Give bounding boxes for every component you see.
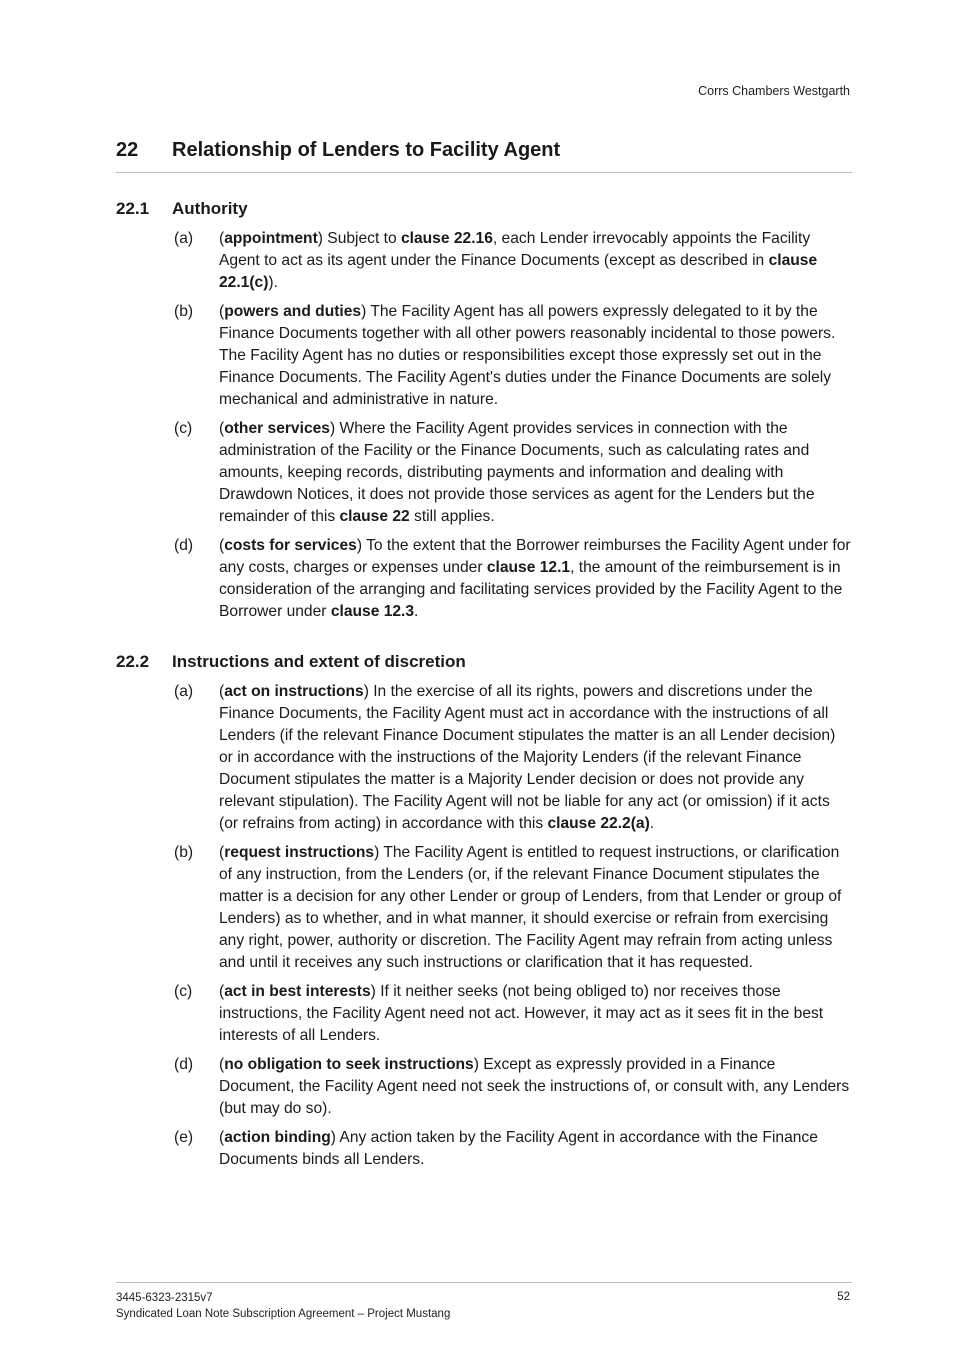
item-label: (c): [174, 983, 193, 1000]
item-text: [219, 842, 852, 974]
bold-term: action binding: [224, 1129, 331, 1146]
item-label: (b): [174, 303, 194, 320]
text-run: , each Lender irrevocably appoints the Facility Agent to act as its agent under the Finance Documents (except as described in: [219, 230, 811, 269]
section-title: Authority: [172, 199, 248, 218]
footer-doc-id: 3445-6323-2315v7: [116, 1292, 213, 1304]
text-run: ).: [268, 274, 278, 291]
item-label: (d): [174, 537, 194, 554]
item-text: [219, 1127, 852, 1171]
text-run: still applies.: [409, 508, 495, 525]
item-text: [219, 681, 852, 835]
text-run: ) The Facility Agent has all powers expressly delegated to it by the Finance Documents together with all other powers reasonably incidental to those powers. The Facility Agent has no duties or responsibilities except those expressly set out in the Finance Documents. The Facility Agent's duties under the Finance Documents are solely mechanical and administrative in nature.: [219, 303, 836, 408]
list-item: [116, 681, 852, 835]
text-run: (: [219, 844, 225, 861]
footer-divider: [116, 1282, 852, 1283]
section-22-2: [116, 650, 852, 1171]
list-item: [116, 1054, 852, 1120]
section-items: [116, 228, 852, 623]
list-item: [116, 842, 852, 974]
text-run: (: [219, 683, 225, 700]
text-run: ) Any action taken by the Facility Agent in accordance with the Finance Documents binds all Lenders.: [219, 1129, 818, 1168]
bold-term: appointment: [224, 230, 318, 247]
item-text: [219, 228, 852, 294]
item-label: (a): [174, 230, 194, 247]
bold-term: clause 22.16: [400, 230, 493, 247]
item-text: [219, 418, 852, 528]
heading-divider: [116, 172, 852, 173]
bold-term: clause 12.3: [330, 603, 415, 620]
list-item: [116, 981, 852, 1047]
section-22-1: [116, 197, 852, 623]
list-item: [116, 301, 852, 411]
text-run: ) Where the Facility Agent provides services in connection with the administration of the Facility or the Finance Documents, such as calculating rates and amounts, keeping records, distributing payments and information and dealing with Drawdown Notices, it does not provide those services as agent for the Lenders but the remainder of this: [219, 420, 815, 525]
list-item: [116, 1127, 852, 1171]
text-run: (: [219, 230, 225, 247]
section-heading: [116, 197, 852, 221]
bold-term: act in best interests: [224, 983, 371, 1000]
text-run: , the amount of the reimbursement is in consideration of the arranging and facilitating services provided by the Facility Agent to the Borrower under: [219, 559, 843, 620]
text-run: ) If it neither seeks (not being obliged to) nor receives those instructions, the Facility Agent need not act. However, it may act as it sees fit in the best interests of all Lenders.: [219, 983, 824, 1044]
text-run: (: [219, 1129, 225, 1146]
section-items: [116, 681, 852, 1171]
section-number: 22.2: [116, 652, 150, 671]
section-heading: [116, 650, 852, 674]
item-label: (b): [174, 844, 194, 861]
text-run: .: [649, 815, 655, 832]
list-item: [116, 228, 852, 294]
bold-term: costs for services: [224, 537, 357, 554]
text-run: .: [414, 603, 419, 620]
text-run: ) Except as expressly provided in a Finance Document, the Facility Agent need not seek the instructions of, or consult with, any Lenders (but may do so).: [219, 1056, 850, 1117]
header-firm-name: Corrs Chambers Westgarth: [698, 84, 850, 98]
section-number: 22.1: [116, 199, 150, 218]
item-label: (a): [174, 683, 194, 700]
clause-title: Relationship of Lenders to Facility Agent: [172, 139, 561, 161]
item-text: [219, 301, 852, 411]
text-run: (: [219, 1056, 225, 1073]
text-run: (: [219, 537, 225, 554]
bold-term: no obligation to seek instructions: [224, 1056, 474, 1073]
bold-term: clause 22.2(a): [547, 815, 650, 832]
bold-term: powers and duties: [224, 303, 362, 320]
bold-term: other services: [224, 420, 330, 437]
section-title: Instructions and extent of discretion: [172, 652, 466, 671]
bold-term: clause 12.1: [486, 559, 571, 576]
item-label: (d): [174, 1056, 194, 1073]
bold-term: request instructions: [224, 844, 375, 861]
bold-term: clause 22: [339, 508, 410, 525]
item-text: [219, 1054, 852, 1120]
item-label: (e): [174, 1129, 194, 1146]
clause-number: 22: [116, 139, 139, 161]
text-run: (: [219, 983, 225, 1000]
list-item: [116, 418, 852, 528]
text-run: ) Subject to: [317, 230, 401, 247]
clause-heading: [116, 139, 852, 162]
text-run: ) The Facility Agent is entitled to request instructions, or clarification of any instruction, from the Lenders (or, if the relevant Finance Document stipulates the matter is a decision for any other Lender or group of Lenders, from that Lender or group of Lenders) as to whether, and in what manner, it should exercise or refrain from exercising any right, power, authority or discretion. The Facility Agent may refrain from acting unless and until it receives any such instructions or clarification that it has requested.: [219, 844, 842, 971]
text-run: (: [219, 303, 225, 320]
text-run: ) In the exercise of all its rights, powers and discretions under the Finance Documents, the Facility Agent must act in accordance with the instructions of all Lenders (if the relevant Finance Document stipulates the matter is an all Lender decision) or in accordance with the instructions of the Majority Lenders (if the relevant Finance Document stipulates the matter is a Majority Lender decision or does not provide any relevant stipulation). The Facility Agent will not be liable for any act (or omission) if it acts (or refrains from acting) in accordance with this: [219, 683, 836, 832]
list-item: [116, 535, 852, 623]
footer-info: [116, 1291, 450, 1322]
bold-term: act on instructions: [224, 683, 364, 700]
item-label: (c): [174, 420, 193, 437]
text-run: (: [219, 420, 225, 437]
bold-term: clause 22.1(c): [219, 252, 818, 291]
text-run: ) To the extent that the Borrower reimburses the Facility Agent under for any costs, charges or expenses under: [219, 537, 851, 576]
item-text: [219, 981, 852, 1047]
footer-page-number: 52: [837, 1291, 850, 1303]
footer-doc-title: Syndicated Loan Note Subscription Agreement – Project Mustang: [116, 1307, 451, 1320]
item-text: [219, 535, 852, 623]
